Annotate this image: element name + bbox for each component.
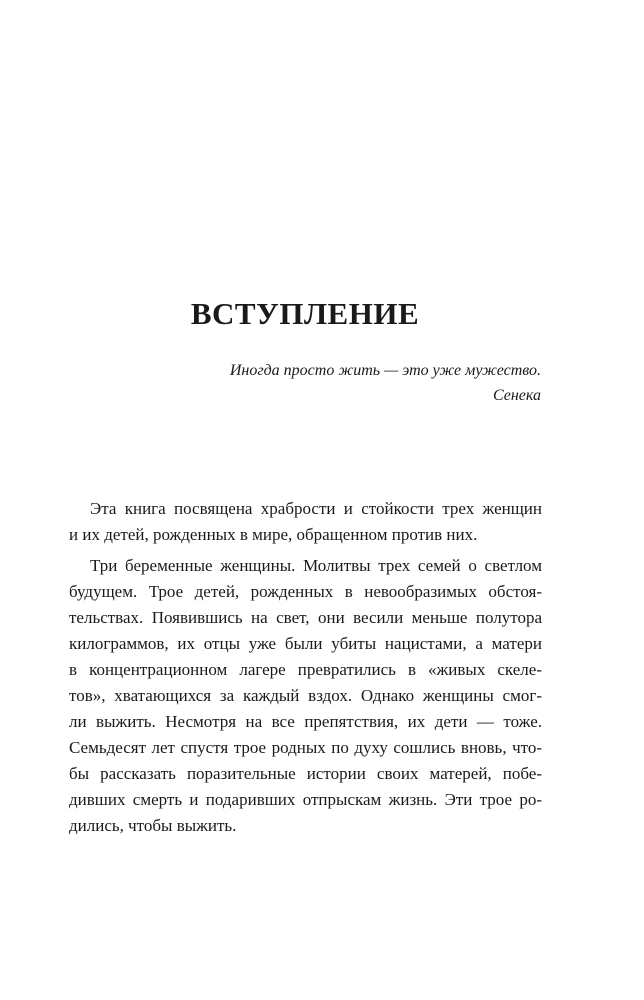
text-line: будущем. Трое детей, рожденных в невообразимых обстоя-: [69, 582, 542, 601]
chapter-title: ВСТУПЛЕНИЕ: [190, 296, 420, 331]
body-text: [69, 496, 542, 844]
text-line: в концентрационном лагере превратились в «живых скеле-: [69, 660, 542, 679]
text-line: дились, чтобы выжить.: [69, 816, 237, 835]
text-line: Три беременные женщины. Молитвы трех семей о светлом: [90, 556, 542, 575]
epigraph-author: Сенека: [492, 387, 541, 404]
text-line: тельствах. Появившись на свет, они весили меньше полутора: [69, 608, 542, 627]
paragraph-2: [69, 553, 542, 839]
text-line: Эта книга посвящена храбрости и стойкости трех женщин: [90, 499, 542, 518]
text-line: Семьдесят лет спустя трое родных по духу сошлись вновь, что-: [69, 738, 542, 757]
text-line: дивших смерть и подаривших отпрыскам жизнь. Эти трое ро-: [69, 790, 542, 809]
text-line: и их детей, рожденных в мире, обращенном против них.: [69, 525, 478, 544]
text-line: тов», хватающихся за каждый вздох. Однако женщины смог-: [69, 686, 542, 705]
epigraph-quote: Иногда просто жить — это уже мужество.: [229, 362, 541, 379]
text-line: бы рассказать поразительные истории своих матерей, побе-: [69, 764, 542, 783]
epigraph: [230, 358, 541, 408]
text-line: ли выжить. Несмотря на все препятствия, их дети — тоже.: [69, 712, 542, 731]
paragraph-1: [69, 496, 542, 548]
text-line: килограммов, их отцы уже были убиты нацистами, а матери: [69, 634, 542, 653]
